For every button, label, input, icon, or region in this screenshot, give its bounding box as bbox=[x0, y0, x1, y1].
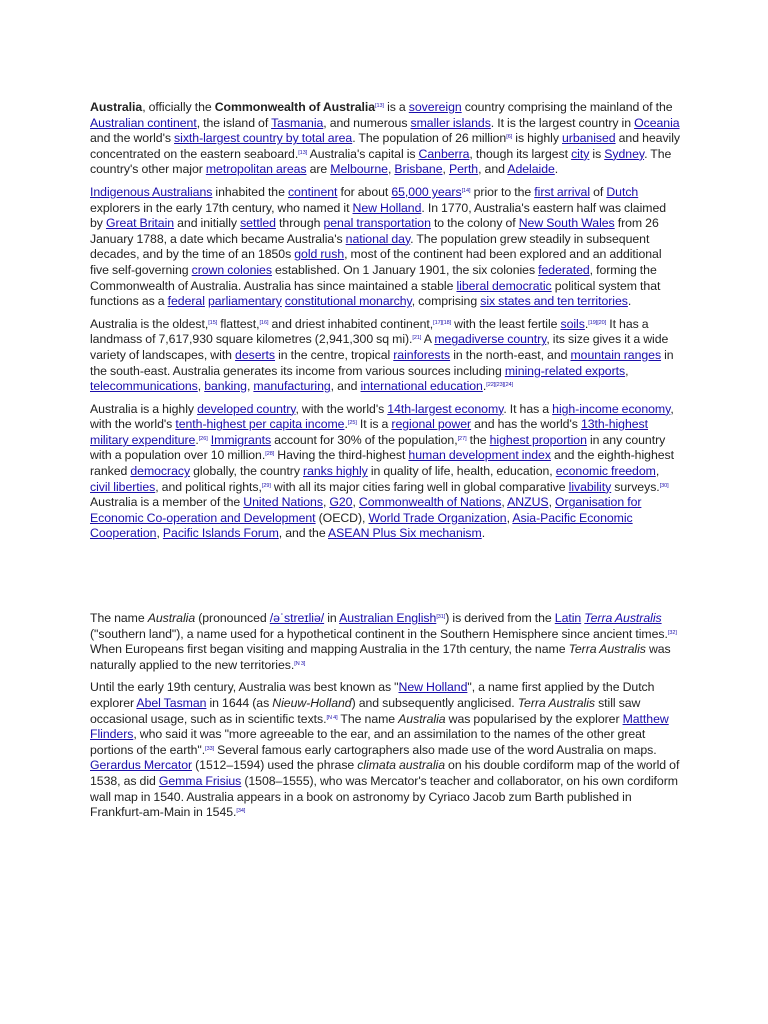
text-run: , its size gives it a wide variety of landscapes, with bbox=[90, 332, 669, 362]
article-link[interactable]: New South Wales bbox=[518, 216, 615, 231]
text-run: . bbox=[482, 379, 487, 394]
article-link[interactable]: liberal democratic bbox=[456, 278, 552, 293]
article-link[interactable]: Melbourne bbox=[330, 162, 388, 177]
text-run: . bbox=[554, 162, 559, 177]
text-run: , forming the Commonwealth of Australia. Australia has since maintained a stable bbox=[90, 262, 657, 293]
citation-mark[interactable]: [N 4] bbox=[326, 714, 338, 721]
text-run: , officially the bbox=[142, 100, 215, 114]
citation-mark[interactable]: [30] bbox=[659, 482, 669, 489]
text-run: of bbox=[590, 184, 607, 199]
italic-text: Terra Australis bbox=[568, 642, 646, 657]
text-run: prior to the bbox=[470, 184, 535, 199]
text-run: , bbox=[246, 379, 254, 394]
text-run: , and bbox=[330, 379, 361, 394]
citation-mark[interactable]: [33] bbox=[205, 745, 215, 752]
article-link[interactable]: deserts bbox=[235, 347, 276, 362]
article-link[interactable]: settled bbox=[240, 216, 276, 231]
article-link[interactable]: manufacturing bbox=[253, 379, 331, 394]
article-link[interactable]: Adelaide bbox=[507, 162, 555, 177]
text-run: and heavily concentrated on the eastern seaboard. bbox=[90, 131, 681, 161]
article-link[interactable]: Indigenous Australians bbox=[90, 184, 213, 199]
article-link[interactable]: ranks highly bbox=[303, 464, 368, 479]
citation-mark[interactable]: [22][23][24] bbox=[486, 382, 514, 389]
citation-mark[interactable]: [32] bbox=[667, 629, 677, 636]
text-run: account for 30% of the population, bbox=[271, 432, 458, 447]
text-run: ) and subsequently anglicised. bbox=[351, 696, 518, 710]
text-run: explorers in the early 17th century, who named it bbox=[90, 200, 353, 215]
text-run: , comprising bbox=[411, 294, 481, 309]
text-run: (OECD), bbox=[315, 510, 369, 525]
text-run: ) is derived from the bbox=[445, 611, 555, 626]
article-link[interactable]: democracy bbox=[130, 464, 191, 479]
text-run: . The population of 26 million bbox=[352, 131, 507, 146]
citation-mark[interactable]: [25] bbox=[347, 420, 357, 427]
text-run: for about bbox=[337, 184, 392, 199]
text-run: , bbox=[387, 162, 395, 177]
article-link[interactable]: Australian English bbox=[339, 611, 437, 626]
article-link[interactable]: Abel Tasman bbox=[136, 696, 207, 710]
article-link[interactable]: regional power bbox=[391, 417, 472, 432]
article-link[interactable]: Sydney bbox=[604, 146, 645, 161]
text-run: political system that functions as a bbox=[90, 278, 661, 309]
text-run: in the north-east, and bbox=[450, 347, 571, 362]
text-run: country comprising the mainland of the bbox=[461, 100, 673, 114]
text-run: and the world's bbox=[90, 131, 175, 146]
text-run: are bbox=[306, 162, 331, 177]
article-link[interactable]: telecommunications bbox=[90, 379, 198, 394]
article-link[interactable]: Commonwealth of Nations bbox=[358, 495, 502, 510]
article-link[interactable]: crown colonies bbox=[191, 262, 272, 277]
text-run: and has the world's bbox=[471, 417, 581, 432]
article-link[interactable]: federated bbox=[538, 262, 590, 277]
italic-text: Australia bbox=[147, 611, 196, 626]
article-link[interactable]: Perth bbox=[448, 162, 479, 177]
text-run: , and the bbox=[278, 526, 328, 541]
text-run: . The population grew steadily in subsequent decades, and by the time of an 1850s bbox=[90, 231, 650, 262]
text-run: is bbox=[589, 146, 605, 161]
article-link[interactable]: Asia-Pacific Economic Cooperation bbox=[90, 510, 633, 541]
text-run: in 1644 (as bbox=[206, 696, 273, 710]
text-run: (pronounced bbox=[195, 611, 270, 626]
article-link[interactable]: ANZUS bbox=[507, 495, 549, 510]
article-link[interactable]: developed country bbox=[197, 401, 296, 416]
article-link[interactable]: Gerardus Mercator bbox=[90, 758, 193, 773]
text-run: , bbox=[506, 510, 513, 525]
article-link[interactable]: sovereign bbox=[408, 100, 462, 114]
citation-mark[interactable]: [31] bbox=[436, 614, 446, 621]
text-run: , and bbox=[478, 162, 508, 177]
text-run: , bbox=[548, 495, 556, 510]
text-run: , most of the continent had been explored and an additional five self-governing bbox=[90, 247, 662, 277]
article-link[interactable]: Organisation for Economic Co-operation and Development bbox=[90, 495, 642, 525]
text-run: was naturally applied to the new territories. bbox=[90, 642, 671, 672]
etymology-paragraph bbox=[90, 611, 680, 673]
article-link[interactable]: urbanised bbox=[562, 131, 616, 146]
article-link[interactable]: mining-related exports bbox=[504, 363, 626, 378]
article-link[interactable]: federal bbox=[167, 294, 205, 309]
citation-mark[interactable]: [N 3] bbox=[294, 660, 306, 667]
text-run: to the colony of bbox=[430, 216, 519, 231]
text-run: (1512–1594) used the phrase bbox=[192, 758, 358, 773]
text-run: Having the third-highest bbox=[274, 448, 409, 463]
text-run: inhabited the bbox=[212, 184, 288, 199]
text-run: . The country's other major bbox=[90, 146, 672, 177]
article-link[interactable]: Immigrants bbox=[210, 432, 272, 447]
italic-text: Nieuw-Holland bbox=[272, 696, 352, 710]
text-run: flattest, bbox=[217, 316, 260, 331]
text-run: Until the early 19th century, Australia was best known as " bbox=[90, 680, 399, 695]
text-run: , with the world's bbox=[295, 401, 388, 416]
article-link[interactable]: metropolitan areas bbox=[205, 162, 307, 177]
text-run: Australia is a highly bbox=[90, 401, 198, 416]
italic-text: Australia bbox=[398, 711, 446, 726]
article-link[interactable]: civil liberties bbox=[90, 479, 156, 494]
text-run: established. On 1 January 1901, the six colonies bbox=[271, 262, 539, 277]
italic-text: Terra Australis bbox=[517, 696, 596, 710]
text-run: , and numerous bbox=[323, 115, 411, 130]
text-run: is a bbox=[384, 100, 409, 114]
article-link[interactable]: human development index bbox=[408, 448, 551, 463]
article-link[interactable]: tenth-highest per capita income bbox=[175, 417, 345, 432]
article-link[interactable]: Great Britain bbox=[105, 216, 175, 231]
bold-text: Commonwealth of Australia bbox=[214, 100, 376, 114]
article-link[interactable]: livability bbox=[568, 479, 612, 494]
text-run: , bbox=[442, 162, 449, 177]
article-link[interactable]: smaller islands bbox=[410, 115, 491, 130]
citation-mark[interactable]: [14] bbox=[461, 187, 471, 194]
citation-mark[interactable]: [13] bbox=[298, 149, 308, 156]
text-run: . bbox=[195, 432, 199, 447]
article-link[interactable]: G20 bbox=[329, 495, 353, 510]
article-link[interactable]: Matthew Flinders bbox=[90, 711, 669, 742]
citation-mark[interactable]: [15] bbox=[208, 319, 218, 326]
article-link[interactable]: continent bbox=[287, 184, 338, 199]
article-link[interactable]: /əˈstreɪliə/ bbox=[269, 611, 325, 626]
article-link[interactable]: six states and ten territories bbox=[480, 294, 628, 309]
citation-mark[interactable]: [6] bbox=[506, 134, 513, 141]
text-run: . bbox=[584, 316, 589, 331]
text-run: with all its major cities faring well in global comparative bbox=[270, 479, 569, 494]
article-link[interactable]: soils bbox=[560, 316, 585, 331]
text-run: . It has a bbox=[503, 401, 553, 416]
citation-mark[interactable]: [19][20] bbox=[588, 319, 607, 326]
citation-mark[interactable]: [21] bbox=[412, 335, 422, 342]
text-run: through bbox=[275, 216, 324, 231]
citation-mark[interactable]: [27] bbox=[457, 435, 467, 442]
article-link[interactable]: penal transportation bbox=[323, 216, 431, 231]
article-link[interactable]: 13th-highest military expenditure bbox=[90, 417, 649, 447]
text-run: globally, the country bbox=[190, 464, 304, 479]
text-run: , bbox=[625, 363, 629, 378]
bold-text: Australia bbox=[90, 100, 143, 114]
text-run: and initially bbox=[174, 216, 241, 231]
citation-mark[interactable]: [16] bbox=[259, 319, 269, 326]
article-link[interactable]: constitutional monarchy bbox=[284, 294, 412, 309]
text-run: , bbox=[501, 495, 508, 510]
text-run: . In 1770, Australia's eastern half was claimed by bbox=[90, 200, 667, 231]
article-body bbox=[90, 100, 680, 828]
article-link[interactable]: gold rush bbox=[294, 247, 345, 262]
article-link[interactable]: international education bbox=[360, 379, 483, 394]
geography-paragraph bbox=[90, 317, 680, 395]
article-link[interactable]: mountain ranges bbox=[570, 347, 662, 362]
article-link[interactable]: Latin bbox=[554, 611, 582, 626]
history-paragraph bbox=[90, 185, 680, 310]
article-link[interactable]: parliamentary bbox=[207, 294, 282, 309]
article-link[interactable]: Gemma Frisius bbox=[158, 773, 242, 788]
text-run: A bbox=[421, 332, 435, 347]
text-run: Australia is a member of the bbox=[90, 495, 244, 510]
text-run: Several famous early cartographers also made use of the word Australia on maps. bbox=[214, 742, 657, 757]
text-run: in bbox=[324, 611, 340, 626]
text-run: , though its largest bbox=[469, 146, 572, 161]
article-link[interactable]: highest proportion bbox=[489, 432, 587, 447]
text-run: in the south-east. Australia generates its income from various sources including bbox=[90, 347, 674, 378]
text-run: It has a landmass of 7,617,930 square kilometres (2,941,300 sq mi). bbox=[90, 316, 649, 347]
article-link[interactable]: Dutch bbox=[606, 184, 639, 199]
intro-paragraph bbox=[90, 100, 680, 178]
article-link[interactable]: national day bbox=[345, 231, 411, 246]
article-link[interactable]: Brisbane bbox=[394, 162, 443, 177]
article-link[interactable]: first arrival bbox=[534, 184, 591, 199]
text-run: surveys. bbox=[611, 479, 660, 494]
text-run: and driest inhabited continent, bbox=[268, 316, 434, 331]
text-run: . bbox=[627, 294, 632, 309]
citation-mark[interactable]: [34] bbox=[236, 808, 246, 815]
text-run: Australia is the oldest, bbox=[90, 316, 209, 331]
text-run: . bbox=[344, 417, 348, 432]
article-link[interactable]: economic freedom bbox=[555, 464, 656, 479]
text-run: with the least fertile bbox=[451, 316, 561, 331]
text-run: Australia's capital is bbox=[307, 146, 419, 161]
text-run: When Europeans first began visiting and mapping Australia in the 17th century, the name bbox=[90, 642, 569, 657]
text-run: , the island of bbox=[196, 115, 272, 130]
text-run: in any country with a population over 10 million. bbox=[90, 432, 666, 463]
citation-mark[interactable]: [13] bbox=[375, 103, 385, 109]
text-run: , with the world's bbox=[90, 401, 674, 432]
text-run: , bbox=[352, 495, 359, 510]
article-link[interactable]: Canberra bbox=[418, 146, 470, 161]
text-run: still saw occasional usage, such as in scientific texts. bbox=[90, 696, 641, 726]
citation-mark[interactable]: [17][18] bbox=[433, 319, 452, 326]
text-run: ", a name first applied by the Dutch explorer bbox=[90, 680, 655, 710]
naming-history-paragraph bbox=[90, 680, 680, 820]
citation-mark[interactable]: [28] bbox=[265, 451, 275, 458]
text-run: The name bbox=[337, 711, 399, 726]
text-run: from 26 January 1788, a date which became Australia's bbox=[90, 216, 659, 246]
article-link[interactable]: Tasmania bbox=[271, 115, 324, 130]
article-link[interactable]: New Holland bbox=[352, 200, 422, 215]
citation-mark[interactable]: [26] bbox=[198, 435, 208, 442]
article-link[interactable]: United Nations bbox=[243, 495, 323, 510]
text-run: , who said it was "more agreeable to the ear, and an assimilation to the names of the other great portions of the earth". bbox=[90, 727, 646, 757]
text-run: The name bbox=[90, 611, 148, 626]
article-link[interactable]: city bbox=[571, 146, 590, 161]
italic-text: climata australia bbox=[357, 758, 445, 773]
text-run: , bbox=[197, 379, 205, 394]
article-link[interactable]: rainforests bbox=[393, 347, 451, 362]
article-link[interactable]: New Holland bbox=[398, 680, 468, 695]
text-run: . bbox=[481, 526, 486, 541]
text-run: , bbox=[322, 495, 330, 510]
text-run: , bbox=[655, 464, 660, 479]
article-link[interactable]: high-income economy bbox=[552, 401, 671, 416]
text-run: in the centre, tropical bbox=[275, 347, 394, 362]
article-link[interactable]: Oceania bbox=[634, 115, 680, 130]
section-gap bbox=[90, 549, 680, 611]
text-run: and the eighth-highest ranked bbox=[90, 448, 674, 479]
text-run: (1508–1555), who was Mercator's teacher and collaborator, on his own cordiform wall map in 1540. Australia appears in a book on astronomy by Cyriaco Jacob zum Barth published in Frankfurt-am-Main in 1545. bbox=[90, 773, 678, 820]
text-run: , bbox=[156, 526, 163, 541]
article-link[interactable]: Terra Australis bbox=[584, 611, 662, 626]
article-link[interactable]: World Trade Organization bbox=[368, 510, 507, 525]
text-run: the bbox=[466, 432, 490, 447]
article-link[interactable]: sixth-largest country by total area bbox=[174, 131, 353, 146]
text-run: . It is the largest country in bbox=[490, 115, 635, 130]
article-link[interactable]: 65,000 years bbox=[391, 184, 462, 199]
text-run: ("southern land"), a name used for a hypothetical continent in the Southern Hemisphere since ancient times. bbox=[90, 626, 668, 641]
article-link[interactable]: Pacific Islands Forum bbox=[162, 526, 279, 541]
economy-paragraph bbox=[90, 402, 680, 542]
article-link[interactable]: ASEAN Plus Six mechanism bbox=[328, 526, 482, 541]
citation-mark[interactable]: [29] bbox=[261, 482, 271, 489]
text-run: on his double cordiform map of the world of 1538, as did bbox=[90, 758, 680, 788]
article-link[interactable]: 14th-largest economy bbox=[387, 401, 504, 416]
text-run: is highly bbox=[512, 131, 563, 146]
article-link[interactable]: banking bbox=[204, 379, 247, 394]
text-run: in quality of life, health, education, bbox=[367, 464, 556, 479]
text-run: It is a bbox=[356, 417, 392, 432]
text-run: , and political rights, bbox=[155, 479, 262, 494]
text-run: was popularised by the explorer bbox=[445, 711, 623, 726]
article-link[interactable]: megadiverse country bbox=[434, 332, 547, 347]
article-link[interactable]: Australian continent bbox=[90, 115, 197, 130]
